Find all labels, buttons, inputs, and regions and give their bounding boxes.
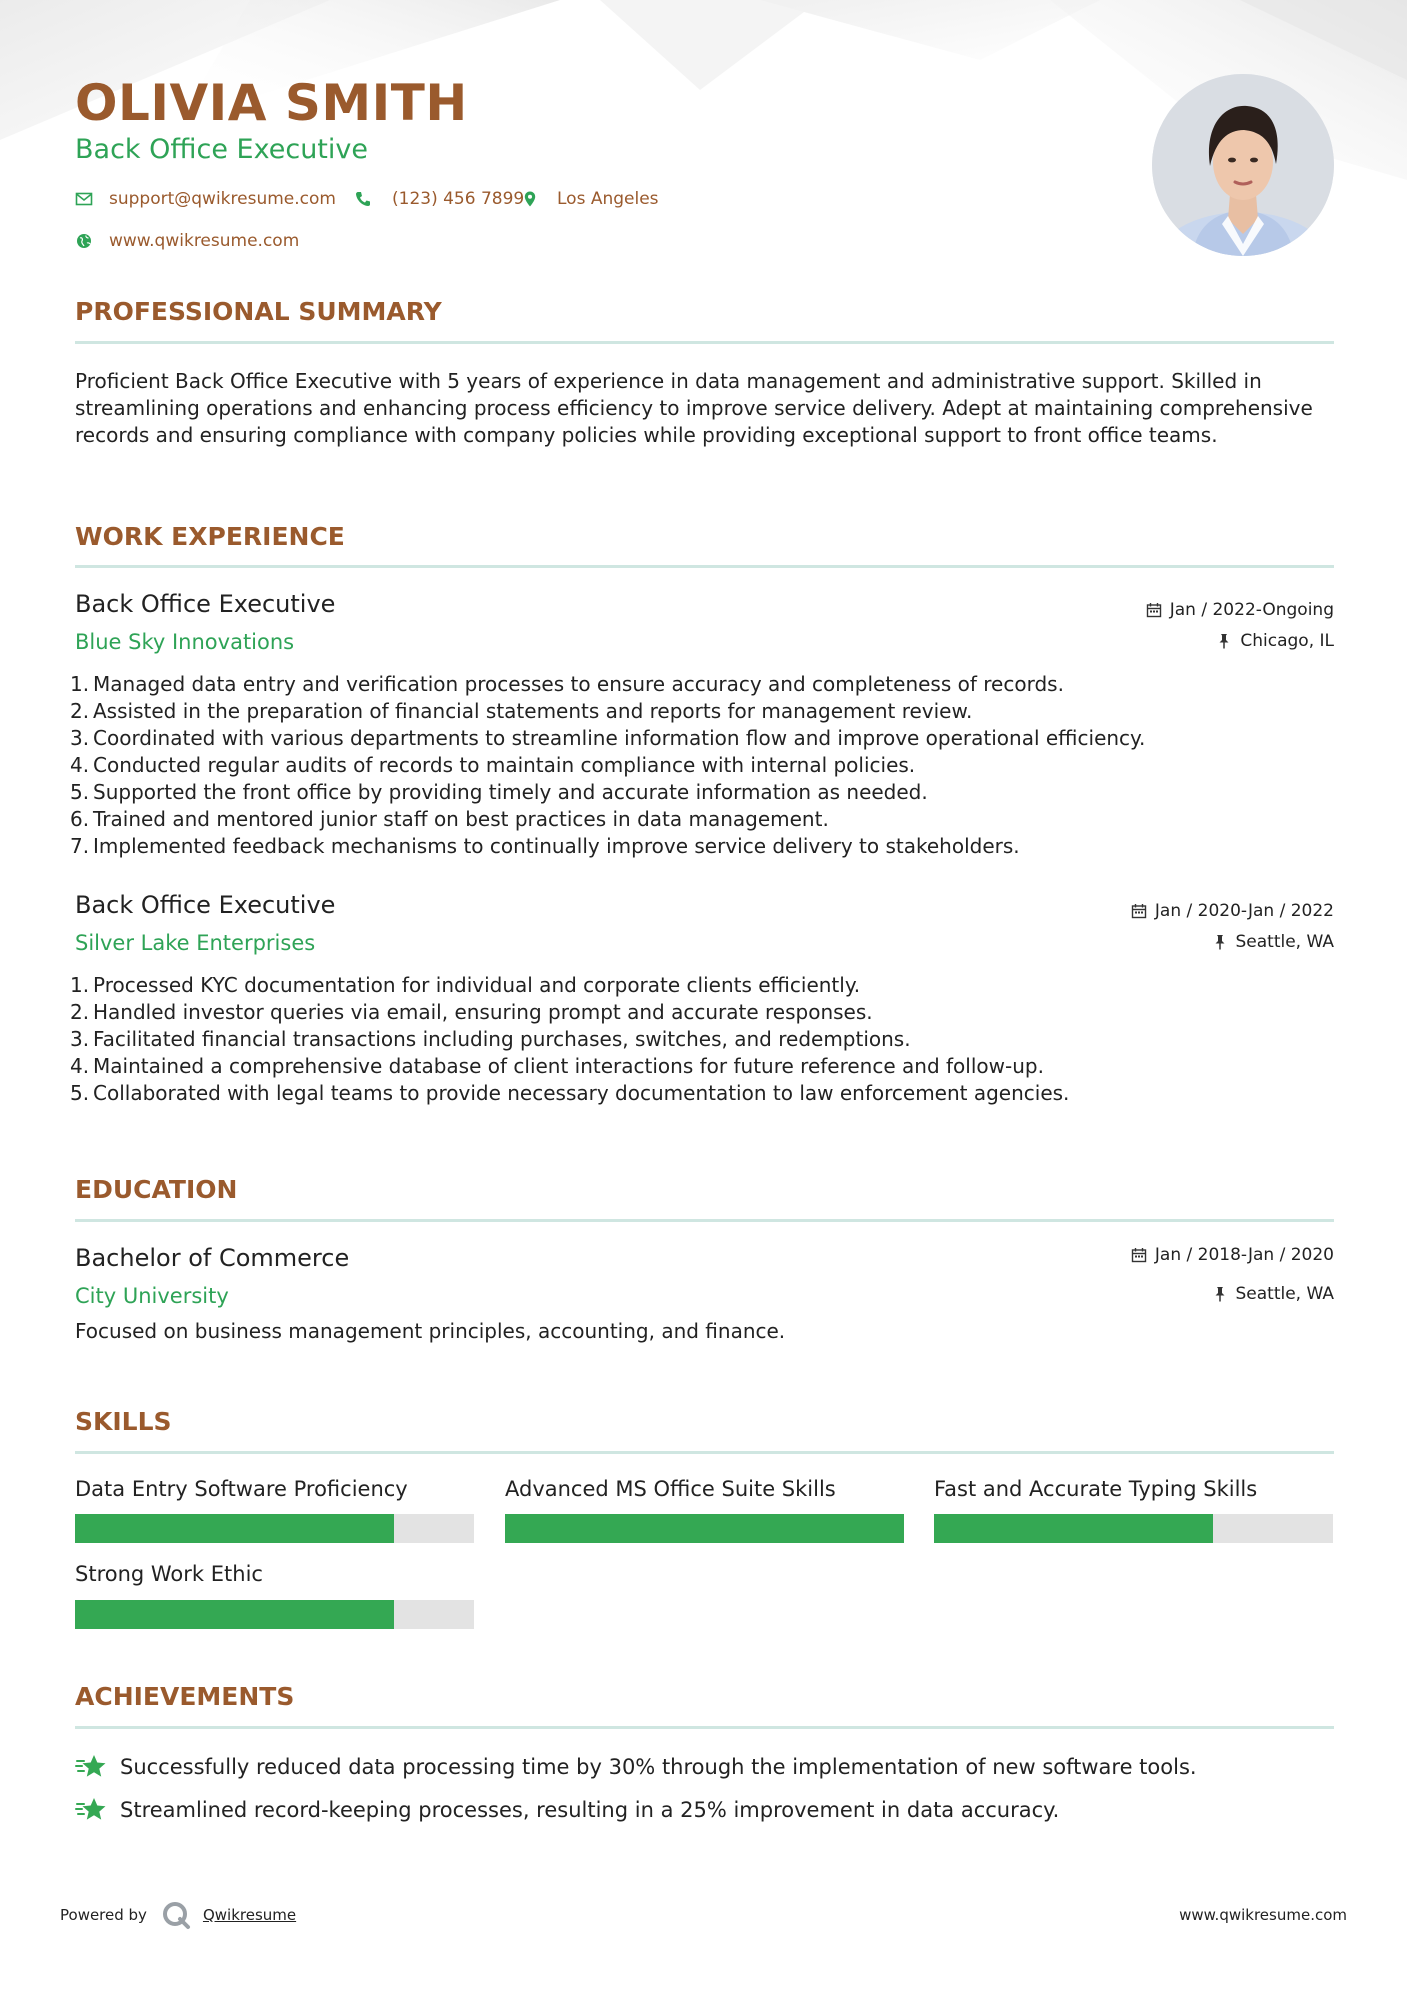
globe-icon — [75, 232, 93, 250]
powered-by-label: Powered by — [60, 1906, 147, 1924]
calendar-icon — [1131, 1247, 1147, 1263]
job-title: Back Office Executive — [75, 590, 336, 618]
divider — [75, 1726, 1334, 1729]
job-company: Silver Lake Enterprises — [75, 931, 316, 955]
profile-photo — [1152, 74, 1334, 256]
location-text: Los Angeles — [557, 189, 659, 209]
education-description: Focused on business management principles, accounting, and finance. — [75, 1319, 786, 1343]
achievement-text: Successfully reduced data processing time by 30% through the implementation of new software tools. — [120, 1755, 1197, 1779]
candidate-name: OLIVIA SMITH — [75, 74, 468, 132]
achievements-heading: ACHIEVEMENTS — [75, 1682, 295, 1711]
star-icon — [75, 1796, 107, 1824]
skill-bar — [75, 1600, 474, 1629]
job-company: Blue Sky Innovations — [75, 630, 295, 654]
education-location-text: Seattle, WA — [1235, 1284, 1334, 1304]
skill-bar-fill — [75, 1600, 394, 1629]
skill-bar — [505, 1514, 904, 1543]
pushpin-icon — [1212, 1286, 1228, 1302]
skill-name: Data Entry Software Proficiency — [75, 1477, 408, 1501]
star-icon — [75, 1753, 107, 1781]
experience-heading: WORK EXPERIENCE — [75, 522, 345, 551]
divider — [75, 341, 1334, 344]
list-item: 1. Processed KYC documentation for individual and corporate clients efficiently. — [70, 973, 861, 997]
phone-text: (123) 456 7899 — [392, 189, 525, 209]
phone-icon — [354, 190, 372, 208]
skill-bar-fill — [934, 1514, 1213, 1543]
skill-bar-fill — [505, 1514, 904, 1543]
email-text: support@qwikresume.com — [109, 189, 336, 209]
qwikresume-logo-icon — [161, 1900, 191, 1930]
envelope-icon — [75, 190, 93, 208]
candidate-role: Back Office Executive — [75, 134, 368, 165]
job-location — [1216, 631, 1334, 651]
skill-bar-fill — [75, 1514, 394, 1543]
contact-email[interactable] — [75, 189, 336, 209]
education-location — [1212, 1284, 1335, 1304]
degree-title: Bachelor of Commerce — [75, 1244, 350, 1272]
calendar-icon — [1146, 602, 1162, 618]
pushpin-icon — [1212, 934, 1228, 950]
job-duties — [70, 972, 1334, 1107]
skill-name: Fast and Accurate Typing Skills — [934, 1477, 1258, 1501]
list-item: 6. Trained and mentored junior staff on best practices in data management. — [70, 807, 829, 831]
list-item: 3. Facilitated financial transactions including purchases, switches, and redemptions. — [70, 1027, 911, 1051]
job-location-text: Seattle, WA — [1235, 932, 1334, 952]
skills-heading: SKILLS — [75, 1407, 172, 1436]
divider — [75, 1451, 1334, 1454]
summary-heading: PROFESSIONAL SUMMARY — [75, 297, 442, 326]
divider — [75, 565, 1334, 568]
list-item: 7. Implemented feedback mechanisms to continually improve service delivery to stakeholders. — [70, 834, 1020, 858]
list-item: 2. Handled investor queries via email, ensuring prompt and accurate responses. — [70, 1000, 873, 1024]
website-text: www.qwikresume.com — [109, 231, 300, 251]
skill-bar — [934, 1514, 1333, 1543]
qwikresume-link[interactable]: Qwikresume — [202, 1906, 297, 1924]
job-date-text: Jan / 2020-Jan / 2022 — [1154, 901, 1334, 921]
job-title: Back Office Executive — [75, 891, 336, 919]
footer-website[interactable]: www.qwikresume.com — [1179, 1906, 1347, 1924]
map-pin-icon — [521, 190, 539, 208]
contact-website[interactable] — [75, 231, 299, 251]
job-location — [1212, 932, 1335, 952]
job-date-text: Jan / 2022-Ongoing — [1169, 600, 1334, 620]
skill-name: Advanced MS Office Suite Skills — [505, 1477, 836, 1501]
job-date — [1131, 901, 1334, 921]
list-item: 5. Supported the front office by providing timely and accurate information as needed. — [70, 780, 928, 804]
pushpin-icon — [1216, 633, 1232, 649]
divider — [75, 1219, 1334, 1222]
job-date — [1146, 600, 1334, 620]
education-date — [1131, 1245, 1334, 1265]
calendar-icon — [1131, 903, 1147, 919]
footer-powered-by — [60, 1900, 296, 1930]
list-item: 2. Assisted in the preparation of financial statements and reports for management review. — [70, 699, 973, 723]
list-item: 1. Managed data entry and verification processes to ensure accuracy and completeness of records. — [70, 672, 1064, 696]
list-item: 3. Coordinated with various departments to streamline information flow and improve operational efficiency. — [70, 726, 1146, 750]
education-date-text: Jan / 2018-Jan / 2020 — [1154, 1245, 1334, 1265]
achievement-text: Streamlined record-keeping processes, resulting in a 25% improvement in data accuracy. — [120, 1798, 1060, 1822]
list-item: 4. Maintained a comprehensive database of client interactions for future reference and follow-up. — [70, 1054, 1044, 1078]
skill-bar — [75, 1514, 474, 1543]
job-duties — [70, 671, 1334, 860]
skill-name: Strong Work Ethic — [75, 1562, 263, 1586]
contact-location — [521, 189, 659, 209]
contact-phone[interactable] — [354, 189, 524, 209]
achievement-item — [75, 1796, 1059, 1824]
education-heading: EDUCATION — [75, 1175, 238, 1204]
list-item: 5. Collaborated with legal teams to provide necessary documentation to law enforcement agencies. — [70, 1081, 1070, 1105]
list-item: 4. Conducted regular audits of records to maintain compliance with internal policies. — [70, 753, 916, 777]
school-name: City University — [75, 1284, 229, 1308]
summary-text: Proficient Back Office Executive with 5 years of experience in data management and administrative support. Skilled in streamlining operations and enhancing process efficiency to improve service delivery. Adept at maintaining comprehensive records and ensuring compliance with company policies while providing exceptional support to front office teams. — [75, 369, 1313, 447]
job-location-text: Chicago, IL — [1240, 631, 1334, 651]
achievement-item — [75, 1753, 1197, 1781]
